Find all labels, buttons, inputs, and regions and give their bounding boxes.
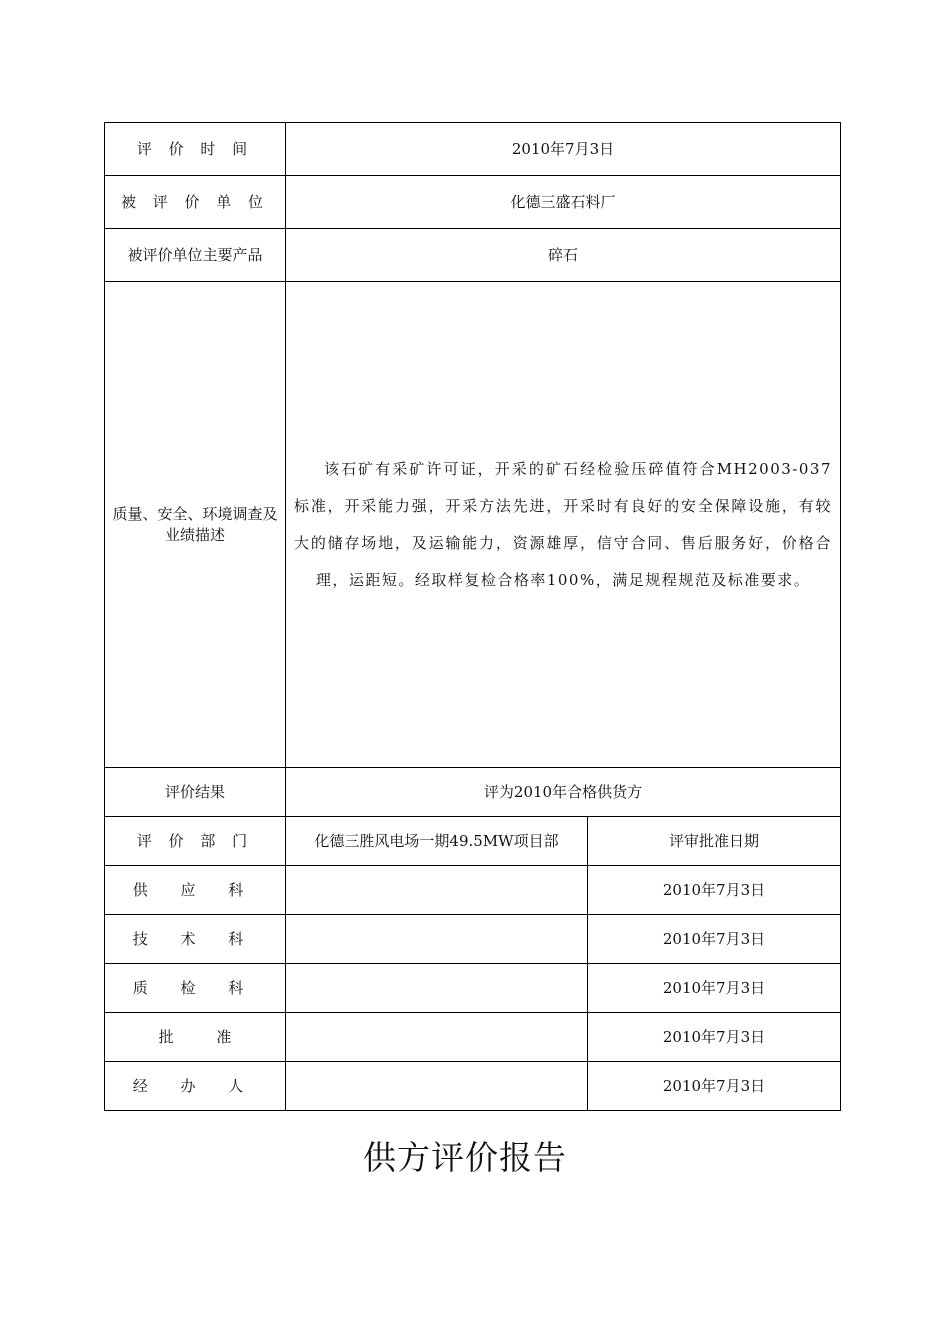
description-label: 质量、安全、环境调查及业绩描述: [105, 282, 286, 768]
qc-dept-signature: [286, 964, 588, 1013]
table-row: [105, 229, 841, 282]
approve-date: 2010年7月3日: [588, 1013, 841, 1062]
table-row: [105, 176, 841, 229]
table-row: [105, 1013, 841, 1062]
table-row: [105, 1062, 841, 1111]
result-value: 评为2010年合格供货方: [286, 768, 841, 817]
supply-dept-date: 2010年7月3日: [588, 866, 841, 915]
unit-value: 化德三盛石料厂: [286, 176, 841, 229]
table-row: [105, 282, 841, 768]
qc-dept-date: 2010年7月3日: [588, 964, 841, 1013]
product-label: 被评价单位主要产品: [105, 229, 286, 282]
description-cell: [286, 282, 841, 768]
product-value: 碎石: [286, 229, 841, 282]
table-row: [105, 915, 841, 964]
handler-signature: [286, 1062, 588, 1111]
eval-time-value: 2010年7月3日: [286, 123, 841, 176]
supplier-evaluation-table: [104, 122, 841, 1111]
approve-signature: [286, 1013, 588, 1062]
tech-dept-date: 2010年7月3日: [588, 915, 841, 964]
table-row: [105, 123, 841, 176]
approval-date-label: 评审批准日期: [588, 817, 841, 866]
result-label: 评价结果: [105, 768, 286, 817]
dept-label: 评 价 部 门: [105, 817, 286, 866]
qc-dept-label: 质 检 科: [105, 964, 286, 1013]
handler-label: 经 办 人: [105, 1062, 286, 1111]
page-title: 供方评价报告: [363, 1138, 567, 1177]
table-row: [105, 768, 841, 817]
approve-label: 批 准: [105, 1013, 286, 1062]
table-row: [105, 866, 841, 915]
handler-date: 2010年7月3日: [588, 1062, 841, 1111]
supply-dept-label: 供 应 科: [105, 866, 286, 915]
eval-time-label: 评 价 时 间: [105, 123, 286, 176]
dept-value: 化德三胜风电场一期49.5MW项目部: [286, 817, 588, 866]
description-text: 该石矿有采矿许可证，开采的矿石经检验压碎值符合MH2003-037标准，开采能力强，开采方法先进，开采时有良好的安全保障设施，有较大的储存场地，及运输能力，资源雄厚，信守合同、售后服务好，价格合理，运距短。经取样复检合格率100%，满足规程规范及标准要求。: [294, 459, 833, 589]
tech-dept-signature: [286, 915, 588, 964]
supply-dept-signature: [286, 866, 588, 915]
table-row: [105, 817, 841, 866]
table-row: [105, 964, 841, 1013]
unit-label: 被 评 价 单 位: [105, 176, 286, 229]
tech-dept-label: 技 术 科: [105, 915, 286, 964]
